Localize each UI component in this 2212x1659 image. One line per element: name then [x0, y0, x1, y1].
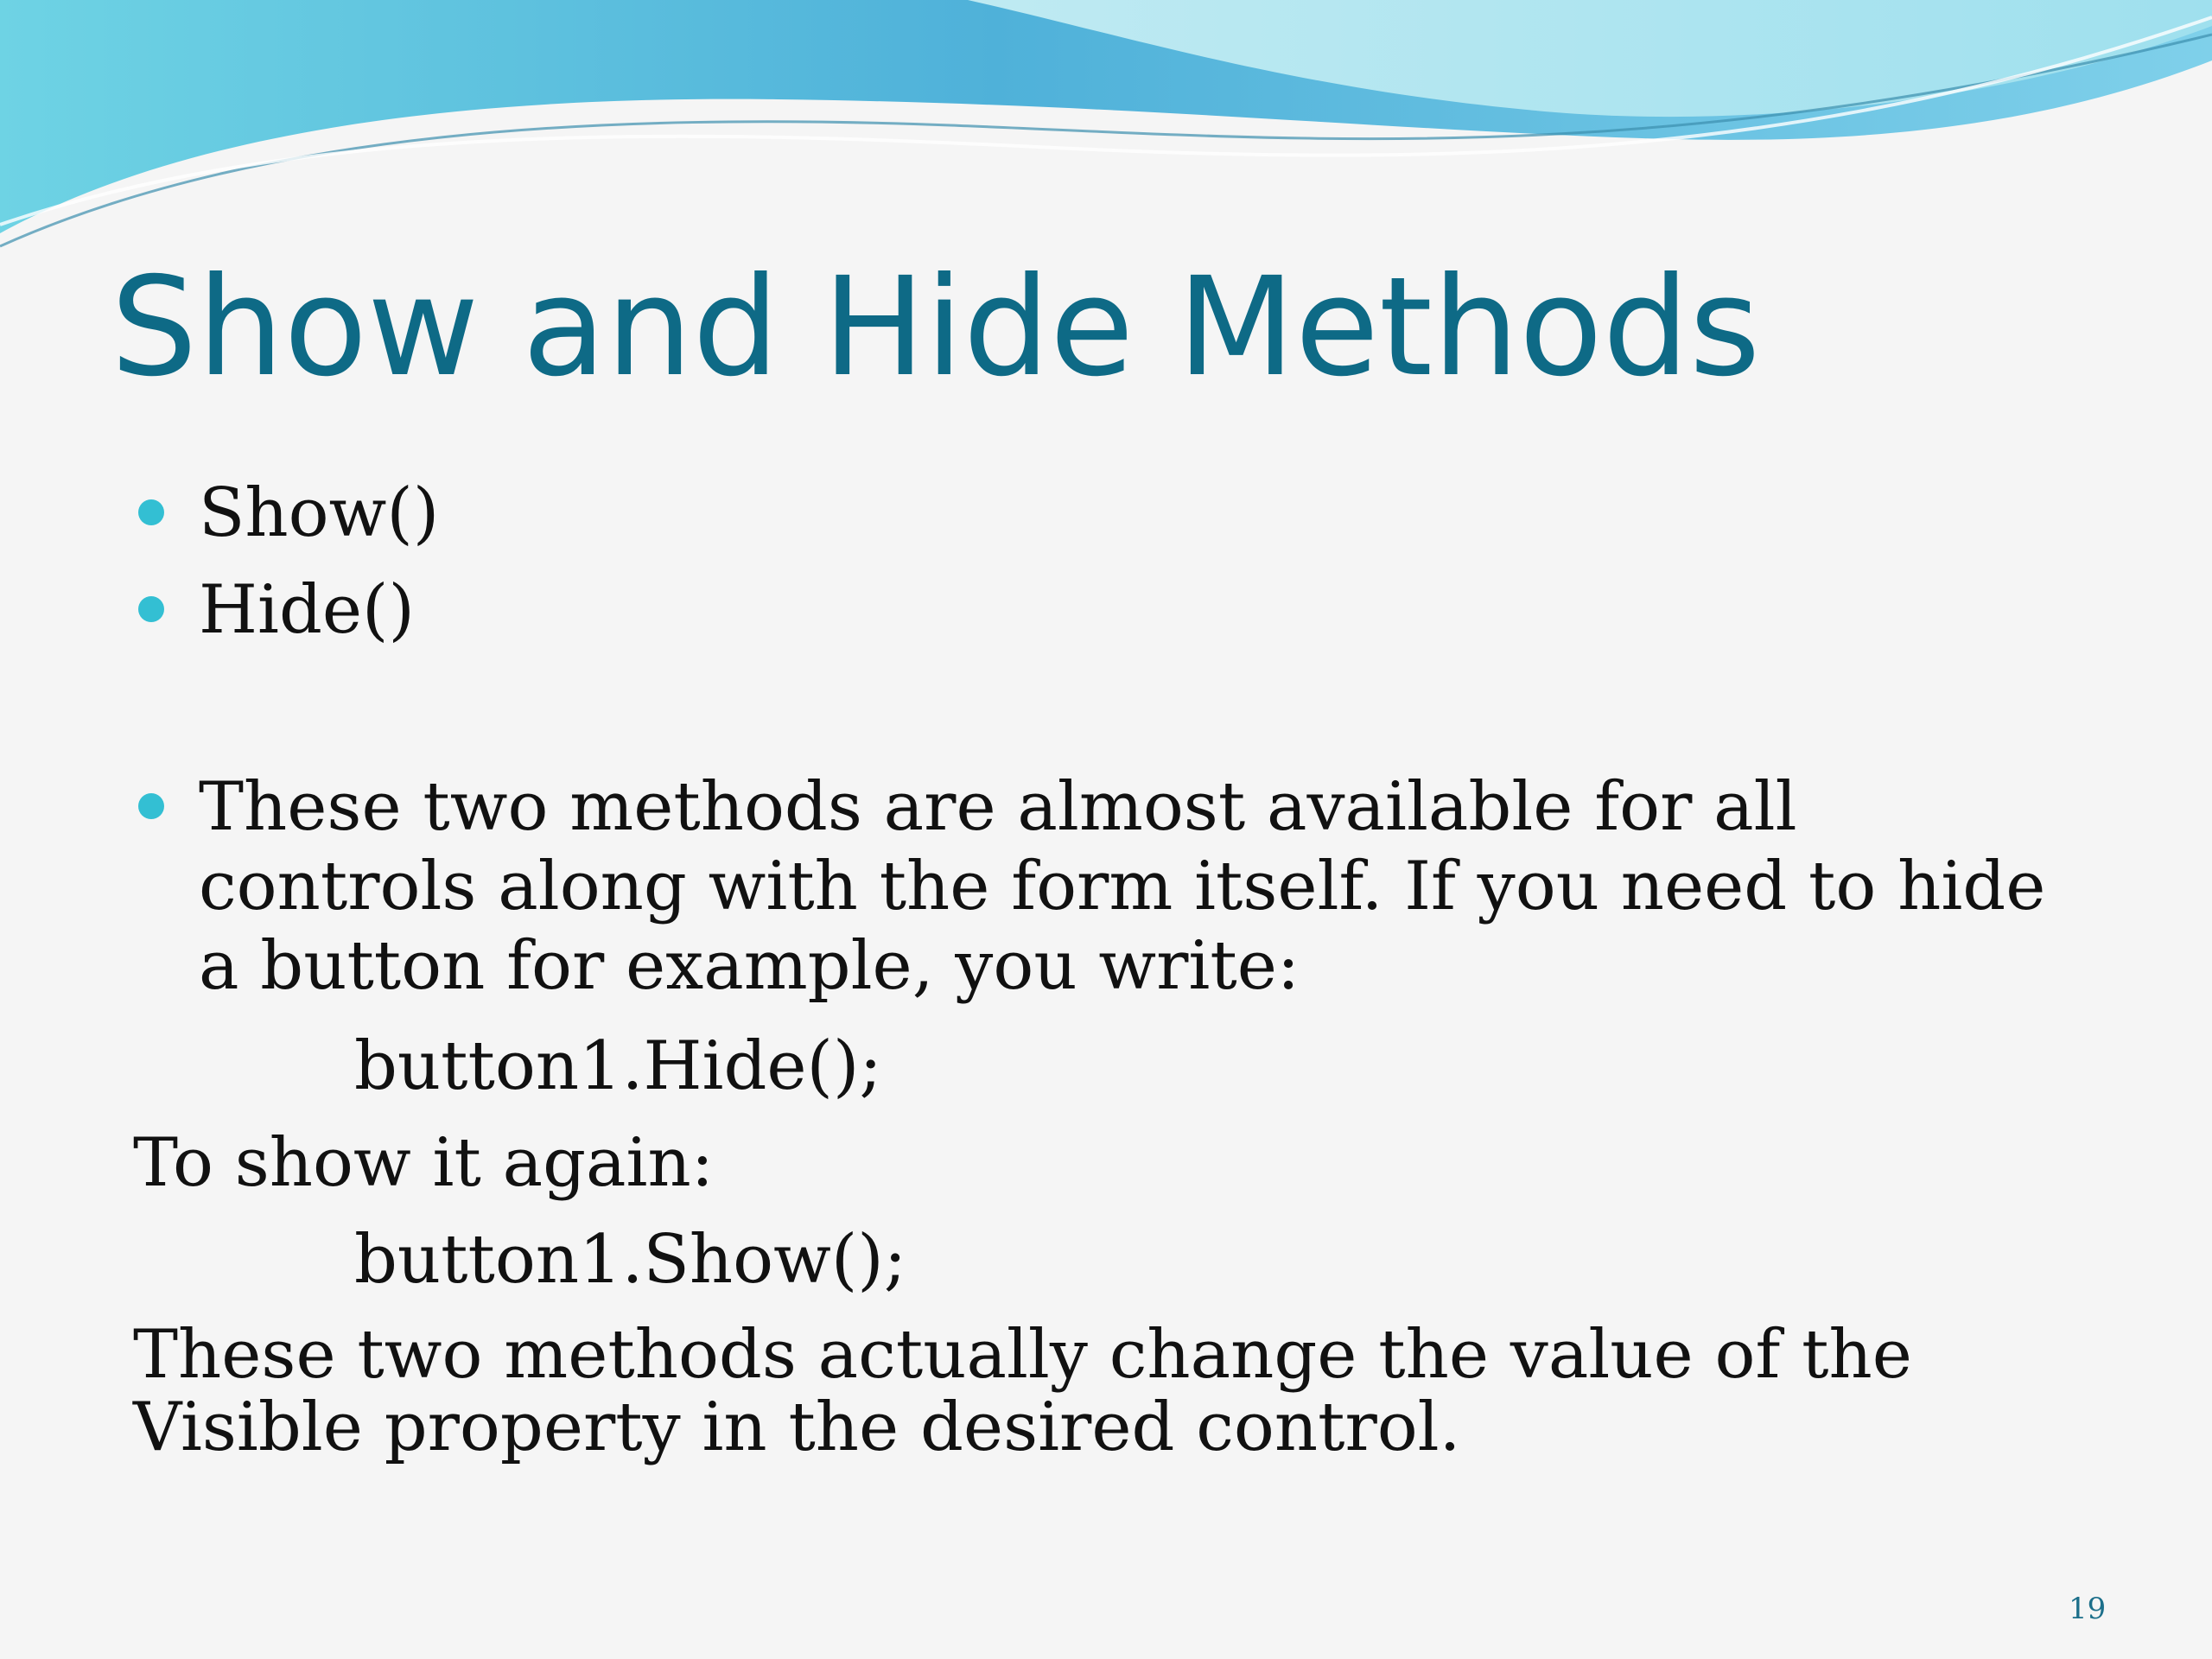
code-show-example: button1.Show();	[354, 1221, 907, 1299]
show-again-label: To show it again:	[133, 1124, 714, 1202]
bullet-text: These two methods are almost available for all controls along with the form itself. If you need to hide a button for example, you write:	[199, 768, 2046, 1005]
code-hide-example: button1.Hide();	[354, 1027, 882, 1105]
bullet-text: Hide()	[199, 571, 415, 649]
bullet-text: Show()	[199, 474, 440, 552]
bullet-dot-icon	[138, 499, 164, 525]
bullet-dot-icon	[138, 596, 164, 622]
bullet-item-description	[138, 767, 2074, 1006]
page-number: 19	[2069, 1592, 2107, 1626]
bullet-dot-icon	[138, 793, 164, 819]
header-wave-decoration	[0, 0, 2212, 259]
closing-text: These two methods actually change the value of the Visible property in the desired control.	[133, 1316, 1912, 1466]
bullet-item-show	[138, 474, 2074, 553]
bullet-item-hide	[138, 570, 2074, 650]
slide-title: Show and Hide Methods	[111, 248, 1761, 407]
